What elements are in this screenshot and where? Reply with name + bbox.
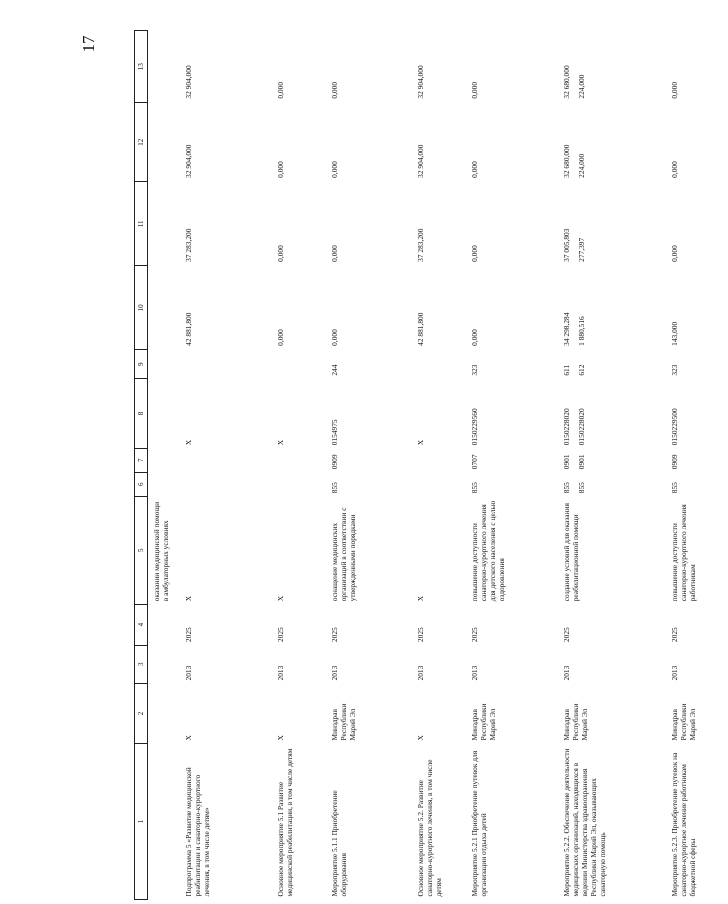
expected-result	[268, 496, 322, 604]
grbs-code	[662, 472, 728, 496]
end-year-line: 2025	[276, 627, 286, 643]
executor	[322, 683, 408, 743]
amount	[662, 31, 728, 103]
column-number-row	[135, 31, 148, 900]
amount	[268, 103, 322, 182]
row-name	[554, 743, 662, 899]
amount	[662, 182, 728, 266]
amount-line: 0,000	[470, 329, 480, 346]
end-year	[462, 604, 554, 645]
grbs-code	[462, 472, 554, 496]
amount	[268, 31, 322, 103]
target-article-code	[268, 379, 322, 449]
amount	[268, 182, 322, 266]
target-article-code	[176, 379, 268, 449]
executor-line: X	[416, 735, 426, 741]
expense-type-code-line: 612	[577, 364, 587, 376]
column-number: 11	[135, 182, 148, 266]
expense-type-code	[408, 350, 462, 379]
expected-result-line: X	[184, 595, 194, 602]
grbs-code	[176, 472, 268, 496]
target-article-code	[554, 379, 662, 449]
budget-table	[134, 30, 728, 900]
amount	[462, 266, 554, 350]
table-row	[408, 31, 462, 900]
start-year-line: 2013	[184, 665, 194, 681]
table-row	[554, 31, 662, 900]
executor-line: X	[276, 735, 286, 741]
section-code	[408, 448, 462, 472]
amount	[268, 266, 322, 350]
expected-result	[662, 496, 728, 604]
amount-line: 42 881,800	[416, 312, 426, 346]
grbs-code-line: 855	[470, 482, 480, 494]
executor	[268, 683, 322, 743]
expected-result	[408, 496, 462, 604]
amount-line: 32 904,000	[184, 65, 194, 99]
amount	[554, 103, 662, 182]
end-year	[176, 604, 268, 645]
row-name-line: Основное мероприятие 5.1 Развитие медицинской реабилитации, в том числе детям	[276, 748, 295, 897]
target-article-code	[462, 379, 554, 449]
amount	[408, 31, 462, 103]
section-code	[554, 448, 662, 472]
expected-result	[176, 496, 268, 604]
start-year	[176, 645, 268, 683]
amount	[462, 103, 554, 182]
amount-line: 0,000	[330, 329, 340, 346]
section-code	[176, 448, 268, 472]
amount-line: 32 680,000	[562, 65, 572, 99]
section-code	[268, 448, 322, 472]
grbs-code	[322, 472, 408, 496]
expected-result	[322, 496, 408, 604]
amount-line: 37 005,803	[562, 228, 572, 262]
expense-type-code-line: 611	[562, 364, 572, 376]
table-row	[462, 31, 554, 900]
expense-type-code-line: 323	[670, 364, 680, 376]
expected-result-line: X	[276, 595, 286, 602]
column-number: 13	[135, 31, 148, 103]
grbs-code	[268, 472, 322, 496]
target-article-code-line: 0150229560	[470, 408, 480, 446]
amount-line: 0,000	[276, 81, 286, 99]
section-code	[322, 448, 408, 472]
expense-type-code-line: 323	[470, 364, 480, 376]
amount-line: 277,397	[577, 237, 587, 262]
executor-line: Минздрав Республики Марий Эл	[562, 703, 590, 741]
row-name	[268, 743, 322, 899]
section-code-line: 0901	[562, 454, 572, 470]
table-row	[322, 31, 408, 900]
target-article-code-line: 0150229500	[670, 408, 680, 446]
row-name-line: Мероприятие 5.2.1 Приобретение путевок для организации отдыха детей	[470, 750, 489, 897]
amount-line: 32 904,000	[416, 65, 426, 99]
target-article-code-line: 0150228020	[562, 408, 572, 446]
amount-line: 42 881,800	[184, 312, 194, 346]
amount	[408, 103, 462, 182]
section-code-line: 0909	[330, 454, 340, 470]
executor-line: Минздрав Республики Марий Эл	[330, 703, 358, 741]
page-number: 17	[79, 35, 98, 53]
expected-result-line: создание условий для оказания реабилитационной помощи	[562, 503, 581, 602]
column-number: 10	[135, 266, 148, 350]
column-number: 9	[135, 350, 148, 379]
amount-line: 1 880,516	[577, 316, 587, 346]
end-year	[268, 604, 322, 645]
target-article-code-line: X	[276, 439, 286, 446]
amount	[408, 266, 462, 350]
amount	[662, 103, 728, 182]
section-code	[662, 448, 728, 472]
continuation-text: оказании медицинской помощи в амбулаторных условиях	[152, 501, 171, 602]
expense-type-code-line: 244	[330, 364, 340, 376]
end-year	[662, 604, 728, 645]
expected-result-line: оснащение медицинских организаций в соответствии с утвержденными порядками	[330, 507, 358, 602]
rotated-table-page	[134, 30, 698, 900]
row-name-line: Мероприятие 5.2.3. Приобретение путевок на санаторно-курортное лечение работникам бюджетной сферы	[670, 752, 698, 897]
amount	[322, 103, 408, 182]
expense-type-code	[322, 350, 408, 379]
row-name	[408, 743, 462, 899]
amount	[176, 182, 268, 266]
expense-type-code	[662, 350, 728, 379]
executor	[662, 683, 728, 743]
amount	[176, 103, 268, 182]
amount	[462, 182, 554, 266]
amount	[322, 31, 408, 103]
amount	[322, 266, 408, 350]
expected-result-line: повышение доступности санаторно-курортного лечения для детского населения с целью оздоровления	[470, 500, 507, 602]
start-year-line: 2013	[670, 665, 680, 681]
amount-line: 0,000	[276, 245, 286, 262]
section-code-line: 0707	[470, 454, 480, 470]
start-year-line: 2013	[330, 665, 340, 681]
column-number: 2	[135, 683, 148, 743]
amount-line: 0,000	[276, 161, 286, 178]
expected-result	[554, 496, 662, 604]
end-year-line: 2025	[330, 627, 340, 643]
end-year-line: 2025	[184, 627, 194, 643]
column-number: 4	[135, 604, 148, 645]
amount-line: 37 283,200	[416, 228, 426, 262]
target-article-code-line: X	[416, 439, 426, 446]
row-name-line: Основное мероприятие 5.2. Развитие санаторно-курортного лечения, в том числе детям	[416, 759, 444, 897]
start-year-line: 2013	[276, 665, 286, 681]
amount	[554, 182, 662, 266]
row-name	[662, 743, 728, 899]
amount-line: 143,000	[670, 321, 680, 346]
column-number: 6	[135, 472, 148, 496]
amount-line: 32 904,000	[184, 144, 194, 178]
section-code-line: 0901	[577, 454, 587, 470]
amount	[322, 182, 408, 266]
start-year-line: 2013	[562, 665, 572, 681]
row-name-line: Подпрограмма 5 «Развитие медицинской реабилитации и санаторно-курортного лечения, в том числе детям»	[184, 767, 212, 897]
executor	[176, 683, 268, 743]
column-number: 8	[135, 379, 148, 449]
grbs-code	[554, 472, 662, 496]
executor	[554, 683, 662, 743]
start-year	[554, 645, 662, 683]
amount-line: 224,000	[577, 74, 587, 99]
amount-line: 0,000	[470, 245, 480, 262]
amount-line: 0,000	[330, 245, 340, 262]
expected-result	[462, 496, 554, 604]
executor-line: Минздрав Республики Марий Эл	[670, 703, 698, 741]
section-code	[462, 448, 554, 472]
target-article-code-line: 0150228020	[577, 408, 587, 446]
amount	[554, 31, 662, 103]
expense-type-code	[462, 350, 554, 379]
amount	[176, 266, 268, 350]
continuation-row	[148, 31, 177, 900]
column-number: 5	[135, 496, 148, 604]
end-year-line: 2025	[470, 627, 480, 643]
amount-line: 0,000	[330, 81, 340, 99]
target-article-code	[408, 379, 462, 449]
target-article-code	[322, 379, 408, 449]
section-code-line: 0909	[670, 454, 680, 470]
grbs-code-line: 855	[577, 482, 587, 494]
start-year	[268, 645, 322, 683]
column-number: 12	[135, 103, 148, 182]
row-name-line: Мероприятие 5.2.2. Обеспечение деятельности медицинских организаций, находящихся в ведении Министерства здравоохранения Республики Марий Эл, оказывающих санаторную помощь	[562, 748, 608, 897]
amount-line: 32 680,000	[562, 144, 572, 178]
amount-line: 0,000	[670, 81, 680, 99]
row-name-line: Мероприятие 5.1.1 Приобретение оборудования	[330, 790, 349, 897]
column-number: 1	[135, 743, 148, 899]
executor-line: X	[184, 735, 194, 741]
grbs-code	[408, 472, 462, 496]
target-article-code	[662, 379, 728, 449]
end-year-line: 2025	[562, 627, 572, 643]
grbs-code-line: 855	[670, 482, 680, 494]
start-year	[408, 645, 462, 683]
table-row	[268, 31, 322, 900]
end-year	[554, 604, 662, 645]
row-name	[176, 743, 268, 899]
table-row	[662, 31, 728, 900]
executor-line: Минздрав Республики Марий Эл	[470, 703, 498, 741]
end-year-line: 2025	[416, 627, 426, 643]
amount-line: 0,000	[670, 161, 680, 178]
amount	[176, 31, 268, 103]
grbs-code-line: 855	[562, 482, 572, 494]
expense-type-code	[176, 350, 268, 379]
start-year-line: 2013	[416, 665, 426, 681]
amount-line: 224,000	[577, 153, 587, 178]
amount	[554, 266, 662, 350]
start-year	[662, 645, 728, 683]
amount-line: 0,000	[470, 161, 480, 178]
column-number: 7	[135, 448, 148, 472]
target-article-code-line: X	[184, 439, 194, 446]
amount-line: 32 904,000	[416, 144, 426, 178]
amount-line: 37 283,200	[184, 228, 194, 262]
amount-line: 0,000	[470, 81, 480, 99]
amount-line: 0,000	[670, 245, 680, 262]
end-year	[408, 604, 462, 645]
end-year	[322, 604, 408, 645]
expected-result-line: X	[416, 595, 426, 602]
expense-type-code	[554, 350, 662, 379]
expense-type-code	[268, 350, 322, 379]
expected-result-line: повышение доступности санаторно-курортного лечения работникам	[670, 504, 698, 602]
amount	[408, 182, 462, 266]
amount-line: 0,000	[276, 329, 286, 346]
executor	[462, 683, 554, 743]
start-year	[322, 645, 408, 683]
executor	[408, 683, 462, 743]
amount-line: 34 298,284	[562, 312, 572, 346]
grbs-code-line: 855	[330, 482, 340, 494]
end-year-line: 2025	[670, 627, 680, 643]
table-row	[176, 31, 268, 900]
start-year	[462, 645, 554, 683]
target-article-code-line: 0154975	[330, 419, 340, 446]
amount	[462, 31, 554, 103]
start-year-line: 2013	[470, 665, 480, 681]
row-name	[462, 743, 554, 899]
amount	[662, 266, 728, 350]
amount-line: 0,000	[330, 161, 340, 178]
row-name	[322, 743, 408, 899]
column-number: 3	[135, 645, 148, 683]
